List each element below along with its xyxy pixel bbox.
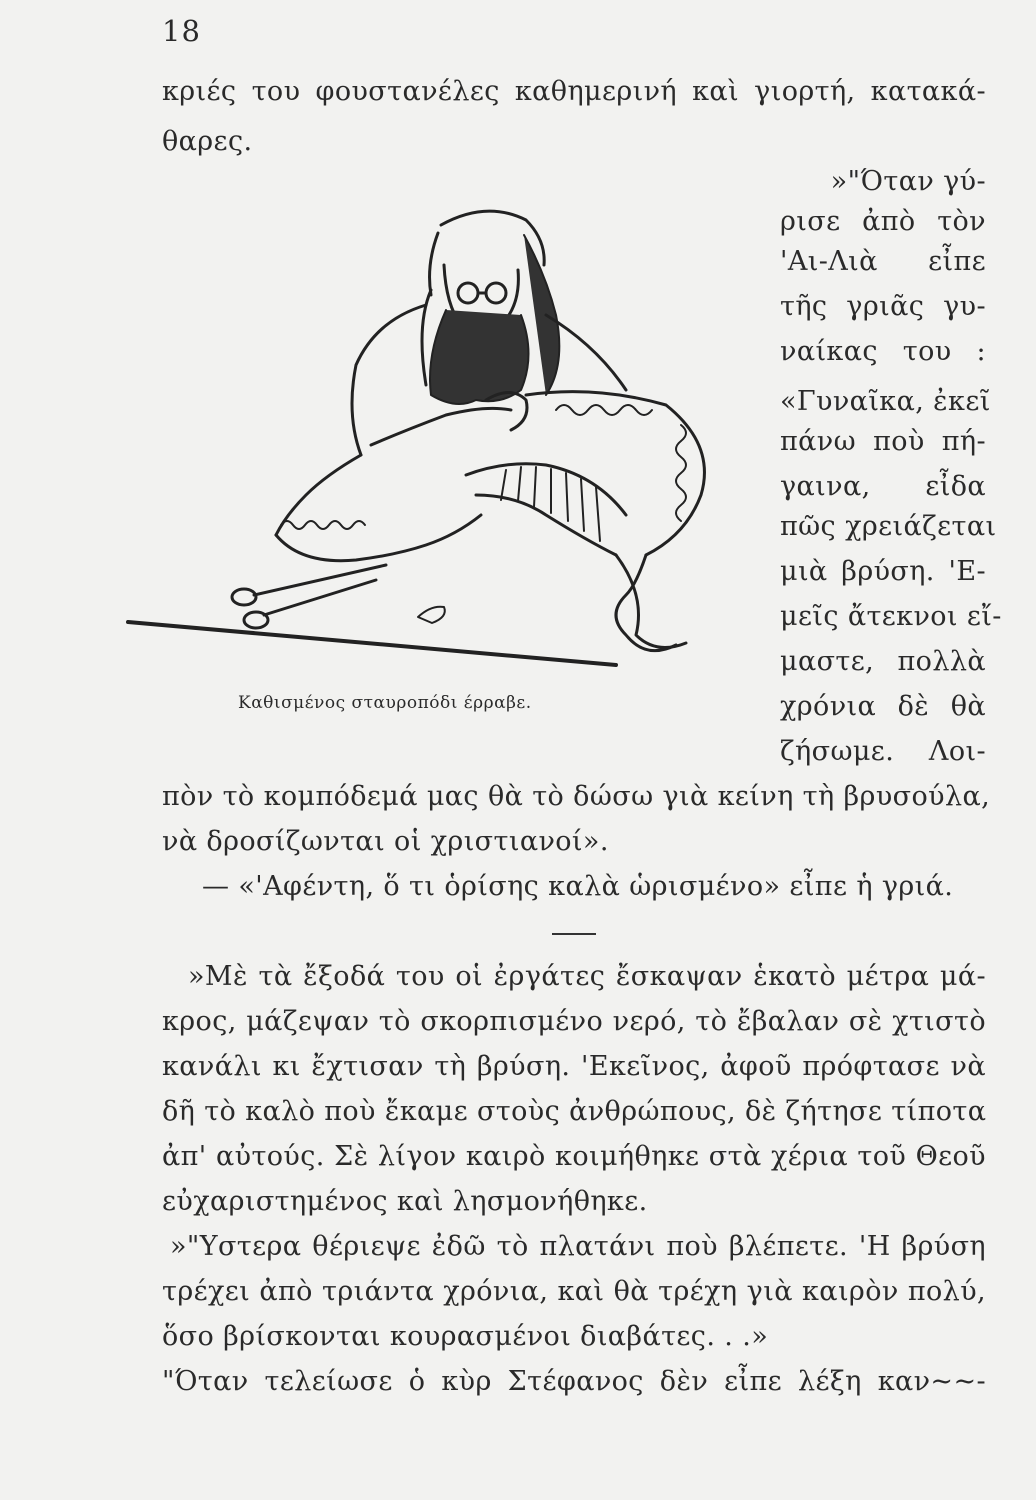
- side-text-line: πάνω ποὺ πή-: [780, 426, 986, 457]
- text-line: κρος, μάζεψαν τὸ σκορπισμένο νερό, τὸ ἔβαλαν σὲ χτιστὸ: [162, 1006, 986, 1037]
- page-number: 18: [162, 14, 201, 48]
- text-line: ὅσο βρίσκονται κουρασμένοι διαβάτες. . .»: [162, 1321, 769, 1352]
- text-line: νὰ δροσίζωνται οἱ χριστιανοί».: [162, 826, 609, 857]
- text-line: δῆ τὸ καλὸ ποὺ ἔκαμε στοὺς ἀνθρώπους, δὲ ζήτησε τίποτα: [162, 1096, 987, 1127]
- text-line: κριές του φουστανέλες καθημερινή καὶ γιορτή, κατακά-: [162, 76, 986, 107]
- text-line: θαρες.: [162, 126, 253, 157]
- side-text-line: γαινα, εἶδα: [780, 471, 986, 502]
- side-text-line: ναίκας του :: [780, 336, 986, 367]
- side-text-line: »"Όταν γύ-: [830, 166, 986, 197]
- side-text-line: ζήσωμε. Λοι-: [780, 736, 986, 767]
- side-text-line: «Γυναῖκα, ἐκεῖ: [780, 386, 991, 417]
- illustration-seated-man: [126, 195, 746, 675]
- text-line: — «'Αφέντη, ὅ τι ὁρίσης καλὰ ὡρισμένο» εἶπε ἡ γριά.: [202, 871, 954, 902]
- side-text-line: μεῖς ἄτεκνοι εἴ-: [780, 601, 1002, 632]
- text-line: κανάλι κι ἔχτισαν τὴ βρύση. 'Εκεῖνος, ἀφοῦ πρόφτασε νὰ: [162, 1051, 986, 1082]
- text-line: τρέχει ἀπὸ τριάντα χρόνια, καὶ θὰ τρέχη γιὰ καιρὸν πολύ,: [162, 1276, 986, 1307]
- side-text-line: μιὰ βρύση. 'Ε-: [780, 556, 986, 587]
- text-line: πὸν τὸ κομπόδεμά μας θὰ τὸ δώσω γιὰ κείνη τὴ βρυσούλα,: [162, 781, 991, 812]
- side-text-line: 'Αι-Λιὰ εἶπε: [780, 246, 986, 277]
- text-line: »Μὲ τὰ ἔξοδά του οἱ ἐργάτες ἔσκαψαν ἑκατὸ μέτρα μά-: [188, 961, 986, 992]
- text-line: »"Υστερα θέριεψε ἐδῶ τὸ πλατάνι ποὺ βλέπετε. 'Η βρύση: [170, 1231, 986, 1262]
- section-separator: [552, 933, 596, 935]
- side-text-line: μαστε, πολλὰ: [780, 646, 986, 677]
- side-text-line: χρόνια δὲ θὰ: [780, 691, 986, 722]
- side-text-line: ρισε ἀπὸ τὸν: [780, 206, 986, 237]
- illustration-caption: Καθισμένος σταυροπόδι έρραβε.: [238, 693, 532, 713]
- side-text-line: πῶς χρειάζεται: [780, 511, 997, 542]
- side-text-line: τῆς γριᾶς γυ-: [780, 291, 986, 322]
- text-line: εὐχαριστημένος καὶ λησμονήθηκε.: [162, 1186, 648, 1217]
- text-line: "Όταν τελείωσε ὁ κὺρ Στέφανος δὲν εἶπε λέξη καν~~-: [162, 1366, 986, 1397]
- text-line: ἀπ' αὐτούς. Σὲ λίγον καιρὸ κοιμήθηκε στὰ χέρια τοῦ Θεοῦ: [162, 1141, 986, 1172]
